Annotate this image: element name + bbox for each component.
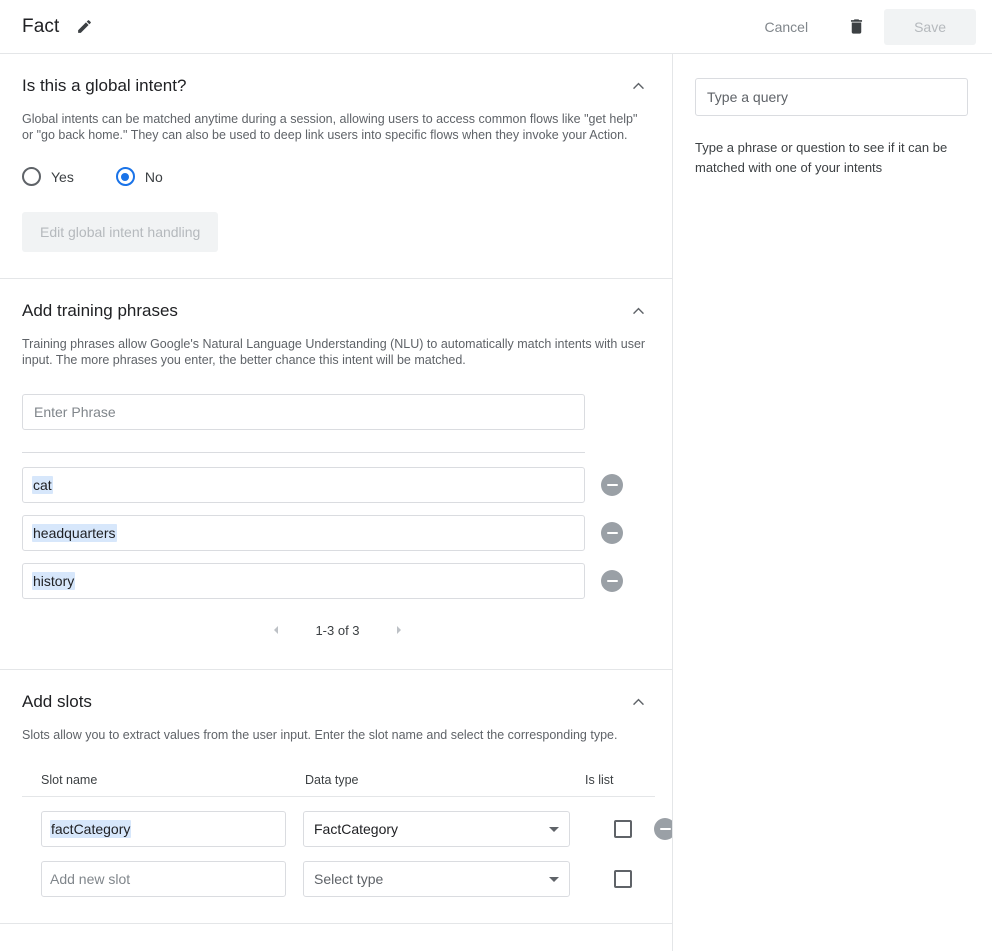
section-title-slots: Add slots — [22, 692, 92, 711]
query-input[interactable] — [695, 78, 968, 116]
column-header-is-list: Is list — [585, 773, 614, 787]
radio-label-no: No — [144, 168, 163, 185]
is-list-checkbox-2[interactable] — [614, 870, 632, 888]
phrase-row — [22, 515, 650, 551]
section-training-phrases — [0, 279, 672, 670]
data-type-select-1[interactable] — [303, 811, 570, 847]
previous-page-icon[interactable] — [263, 617, 289, 643]
slot-name-placeholder: Add new slot — [50, 871, 131, 887]
phrase-input-1[interactable] — [22, 467, 585, 503]
section-header — [22, 692, 650, 714]
data-type-value: FactCategory — [314, 821, 399, 837]
remove-icon[interactable] — [601, 570, 623, 592]
data-type-select-2[interactable] — [303, 861, 570, 897]
remove-icon[interactable] — [601, 522, 623, 544]
chevron-down-icon — [549, 827, 559, 832]
section-title-global-intent: Is this a global intent? — [22, 76, 187, 95]
next-page-icon[interactable] — [386, 617, 412, 643]
column-header-data-type: Data type — [305, 773, 359, 787]
phrase-text: headquarters — [33, 525, 116, 541]
phrase-row — [22, 563, 650, 599]
edit-global-intent-handling-button[interactable]: Edit global intent handling — [22, 212, 218, 252]
radio-option-no[interactable] — [116, 167, 163, 186]
divider — [22, 452, 585, 453]
pager-label: 1-3 of 3 — [315, 622, 360, 638]
slot-name-input-2[interactable] — [41, 861, 286, 897]
pencil-icon[interactable] — [73, 16, 95, 38]
body — [0, 54, 992, 951]
phrase-row — [22, 467, 650, 503]
trash-icon[interactable] — [838, 9, 874, 45]
section-description-slots: Slots allow you to extract values from the user input. Enter the slot name and select the corresponding type. — [22, 728, 618, 742]
table-row — [22, 811, 673, 847]
phrases-pager — [22, 617, 653, 643]
page-title: Fact — [22, 15, 60, 37]
remove-icon[interactable] — [601, 474, 623, 496]
phrase-input-3[interactable] — [22, 563, 585, 599]
section-global-intent — [0, 54, 672, 279]
slot-name-input-1[interactable] — [41, 811, 286, 847]
column-header-slot-name: Slot name — [41, 773, 98, 787]
section-slots — [0, 670, 672, 924]
remove-icon[interactable] — [654, 818, 673, 840]
preview-pane — [673, 54, 992, 951]
section-description-global-intent: Global intents can be matched anytime during a session, allowing users to access common flows like "get help" or "go back home." They can also be used to deep link users into specific flows when they invoke your Action. — [22, 112, 638, 142]
chevron-up-icon[interactable] — [626, 299, 650, 323]
is-list-checkbox-1[interactable] — [614, 820, 632, 838]
table-row — [22, 861, 673, 897]
phrase-text: history — [33, 573, 75, 589]
top-bar — [0, 0, 992, 54]
chevron-down-icon — [549, 877, 559, 882]
save-button[interactable]: Save — [884, 9, 976, 45]
global-intent-radio-group — [22, 167, 650, 186]
radio-label-yes: Yes — [51, 168, 74, 185]
chevron-up-icon[interactable] — [626, 74, 650, 98]
section-title-training-phrases: Add training phrases — [22, 301, 178, 320]
slots-table-header — [22, 773, 655, 797]
data-type-placeholder: Select type — [314, 871, 384, 887]
radio-option-yes[interactable] — [22, 167, 74, 186]
radio-no-icon[interactable] — [116, 167, 135, 186]
cancel-button[interactable]: Cancel — [752, 11, 820, 43]
section-header — [22, 76, 650, 98]
chevron-up-icon[interactable] — [626, 690, 650, 714]
editor-pane — [0, 54, 673, 951]
section-description-training-phrases: Training phrases allow Google's Natural Language Understanding (NLU) to automatically match intents with user input. The more phrases you enter, the better chance this intent will be matched. — [22, 337, 646, 367]
radio-yes-icon[interactable] — [22, 167, 41, 186]
preview-hint: Type a phrase or question to see if it can be matched with one of your intents — [695, 140, 948, 175]
phrase-text: cat — [33, 477, 52, 493]
section-header — [22, 301, 650, 323]
phrase-input-2[interactable] — [22, 515, 585, 551]
slot-name-value: factCategory — [51, 821, 131, 837]
phrase-entry-wrap — [22, 394, 650, 430]
enter-phrase-input[interactable] — [22, 394, 585, 430]
